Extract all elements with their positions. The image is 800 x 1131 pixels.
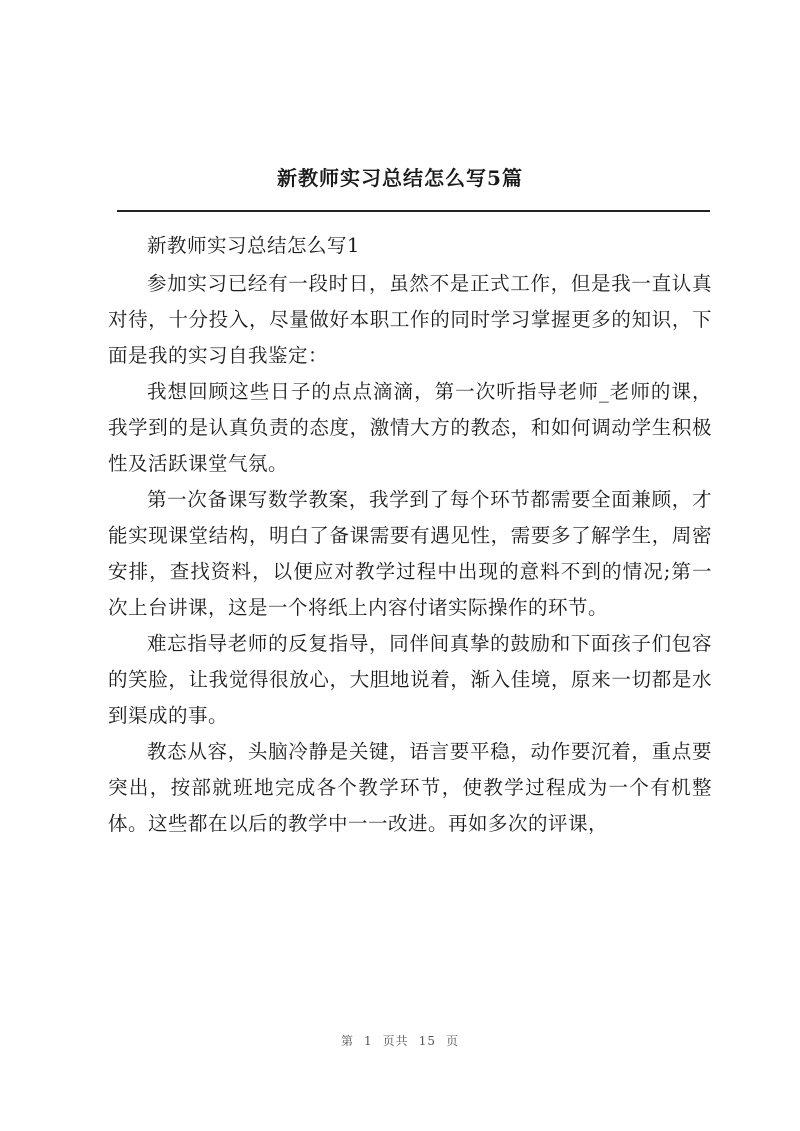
paragraph: 难忘指导老师的反复指导，同伴间真挚的鼓励和下面孩子们包容的笑脸，让我觉得很放心，大胆地说着，渐入佳境，原来一切都是水到渠成的事。 bbox=[108, 632, 712, 727]
document-title: 新教师实习总结怎么写5篇 bbox=[277, 166, 523, 190]
page-label-prefix: 第 bbox=[341, 1034, 355, 1048]
page-number: 1 bbox=[364, 1034, 373, 1048]
total-pages: 15 bbox=[418, 1034, 436, 1048]
page-footer bbox=[0, 1032, 800, 1049]
page-label-suffix: 页 bbox=[445, 1034, 459, 1048]
paragraph: 参加实习已经有一段时日，虽然不是正式工作，但是我一直认真对待，十分投入，尽量做好本职工作的同时学习掌握更多的知识，下面是我的实习自我鉴定： bbox=[108, 272, 712, 367]
paragraph: 教态从容，头脑冷静是关键，语言要平稳，动作要沉着，重点要突出，按部就班地完成各个教学环节，使教学过程成为一个有机整体。这些都在以后的教学中一一改进。再如多次的评课， bbox=[108, 740, 712, 835]
paragraph: 我想回顾这些日子的点点滴滴，第一次听指导老师_老师的课，我学到的是认真负责的态度，激情大方的教态，和如何调动学生积极性及活跃课堂气氛。 bbox=[108, 380, 712, 475]
section-heading: 新教师实习总结怎么写1 bbox=[147, 234, 360, 257]
document-body bbox=[108, 228, 712, 842]
paragraph: 第一次备课写数学教案，我学到了每个环节都需要全面兼顾，才能实现课堂结构，明白了备课需要有遇见性，需要多了解学生，周密安排，查找资料，以便应对教学过程中出现的意料不到的情况;第一次上台讲课，这是一个将纸上内容付诸实际操作的环节。 bbox=[108, 488, 712, 619]
title-divider bbox=[117, 210, 710, 212]
page-label-mid: 页共 bbox=[382, 1034, 409, 1048]
